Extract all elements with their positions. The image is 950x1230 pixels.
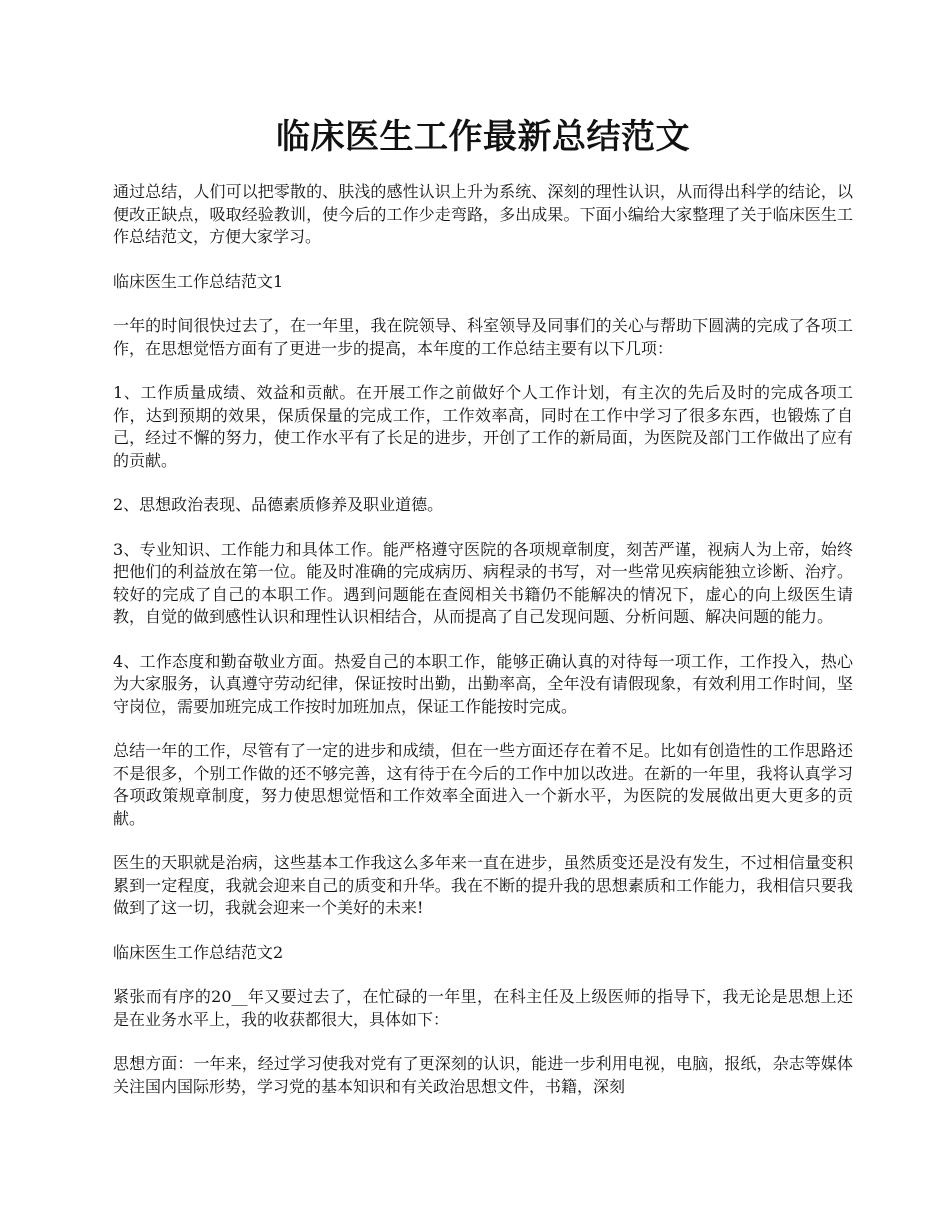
paragraph: 1、工作质量成绩、效益和贡献。在开展工作之前做好个人工作计划，有主次的先后及时的完成各项工作，达到预期的效果，保质保量的完成工作，工作效率高，同时在工作中学习了很多东西，也锻炼了自己，经过不懈的努力，使工作水平有了长足的进步，开创了工作的新局面，为医院及部门工作做出了应有的贡献。 bbox=[113, 383, 853, 470]
section-heading-1: 临床医生工作总结范文1 bbox=[113, 271, 284, 291]
paragraph: 思想方面：一年来，经过学习使我对党有了更深刻的认识，能进一步利用电视，电脑，报纸，杂志等媒体关注国内国际形势，学习党的基本知识和有关政治思想文件，书籍，深刻 bbox=[113, 1054, 853, 1096]
paragraph: 医生的天职就是治病，这些基本工作我这么多年来一直在进步，虽然质变还是没有发生，不过相信量变积累到一定程度，我就会迎来自己的质变和升华。我在不断的提升我的思想素质和工作能力，我相信只要我做到了这一切，我就会迎来一个美好的未来! bbox=[113, 853, 853, 917]
document-title: 临床医生工作最新总结范文 bbox=[276, 117, 690, 157]
paragraph: 总结一年的工作，尽管有了一定的进步和成绩，但在一些方面还存在着不足。比如有创造性的工作思路还不是很多，个别工作做的还不够完善，这有待于在今后的工作中加以改进。在新的一年里，我将认真学习各项政策规章制度，努力使思想觉悟和工作效率全面进入一个新水平，为医院的发展做出更大更多的贡献。 bbox=[113, 741, 853, 828]
section-heading-2: 临床医生工作总结范文2 bbox=[113, 942, 284, 962]
document-body bbox=[113, 181, 853, 1120]
paragraph: 一年的时间很快过去了，在一年里，我在院领导、科室领导及同事们的关心与帮助下圆满的完成了各项工作，在思想觉悟方面有了更进一步的提高，本年度的工作总结主要有以下几项： bbox=[113, 316, 853, 358]
intro-paragraph: 通过总结，人们可以把零散的、肤浅的感性认识上升为系统、深刻的理性认识，从而得出科学的结论，以便改正缺点，吸取经验教训，使今后的工作少走弯路，多出成果。下面小编给大家整理了关于临床医生工作总结范文，方便大家学习。 bbox=[113, 182, 853, 246]
paragraph: 3、专业知识、工作能力和具体工作。能严格遵守医院的各项规章制度，刻苦严谨，视病人为上帝，始终把他们的利益放在第一位。能及时准确的完成病历、病程录的书写，对一些常见疾病能独立诊断、治疗。较好的完成了自己的本职工作。遇到问题能在查阅相关书籍仍不能解决的情况下，虚心的向上级医生请教，自觉的做到感性认识和理性认识相结合，从而提高了自己发现问题、分析问题、解决问题的能力。 bbox=[113, 539, 853, 626]
paragraph: 紧张而有序的20__年又要过去了，在忙碌的一年里，在科主任及上级医师的指导下，我无论是思想上还是在业务水平上，我的收获都很大，具体如下： bbox=[113, 987, 853, 1029]
paragraph: 4、工作态度和勤奋敬业方面。热爱自己的本职工作，能够正确认真的对待每一项工作，工作投入，热心为大家服务，认真遵守劳动纪律，保证按时出勤，出勤率高，全年没有请假现象，有效利用工作时间，坚守岗位，需要加班完成工作按时加班加点，保证工作能按时完成。 bbox=[113, 651, 853, 716]
paragraph: 2、思想政治表现、品德素质修养及职业道德。 bbox=[113, 495, 444, 514]
